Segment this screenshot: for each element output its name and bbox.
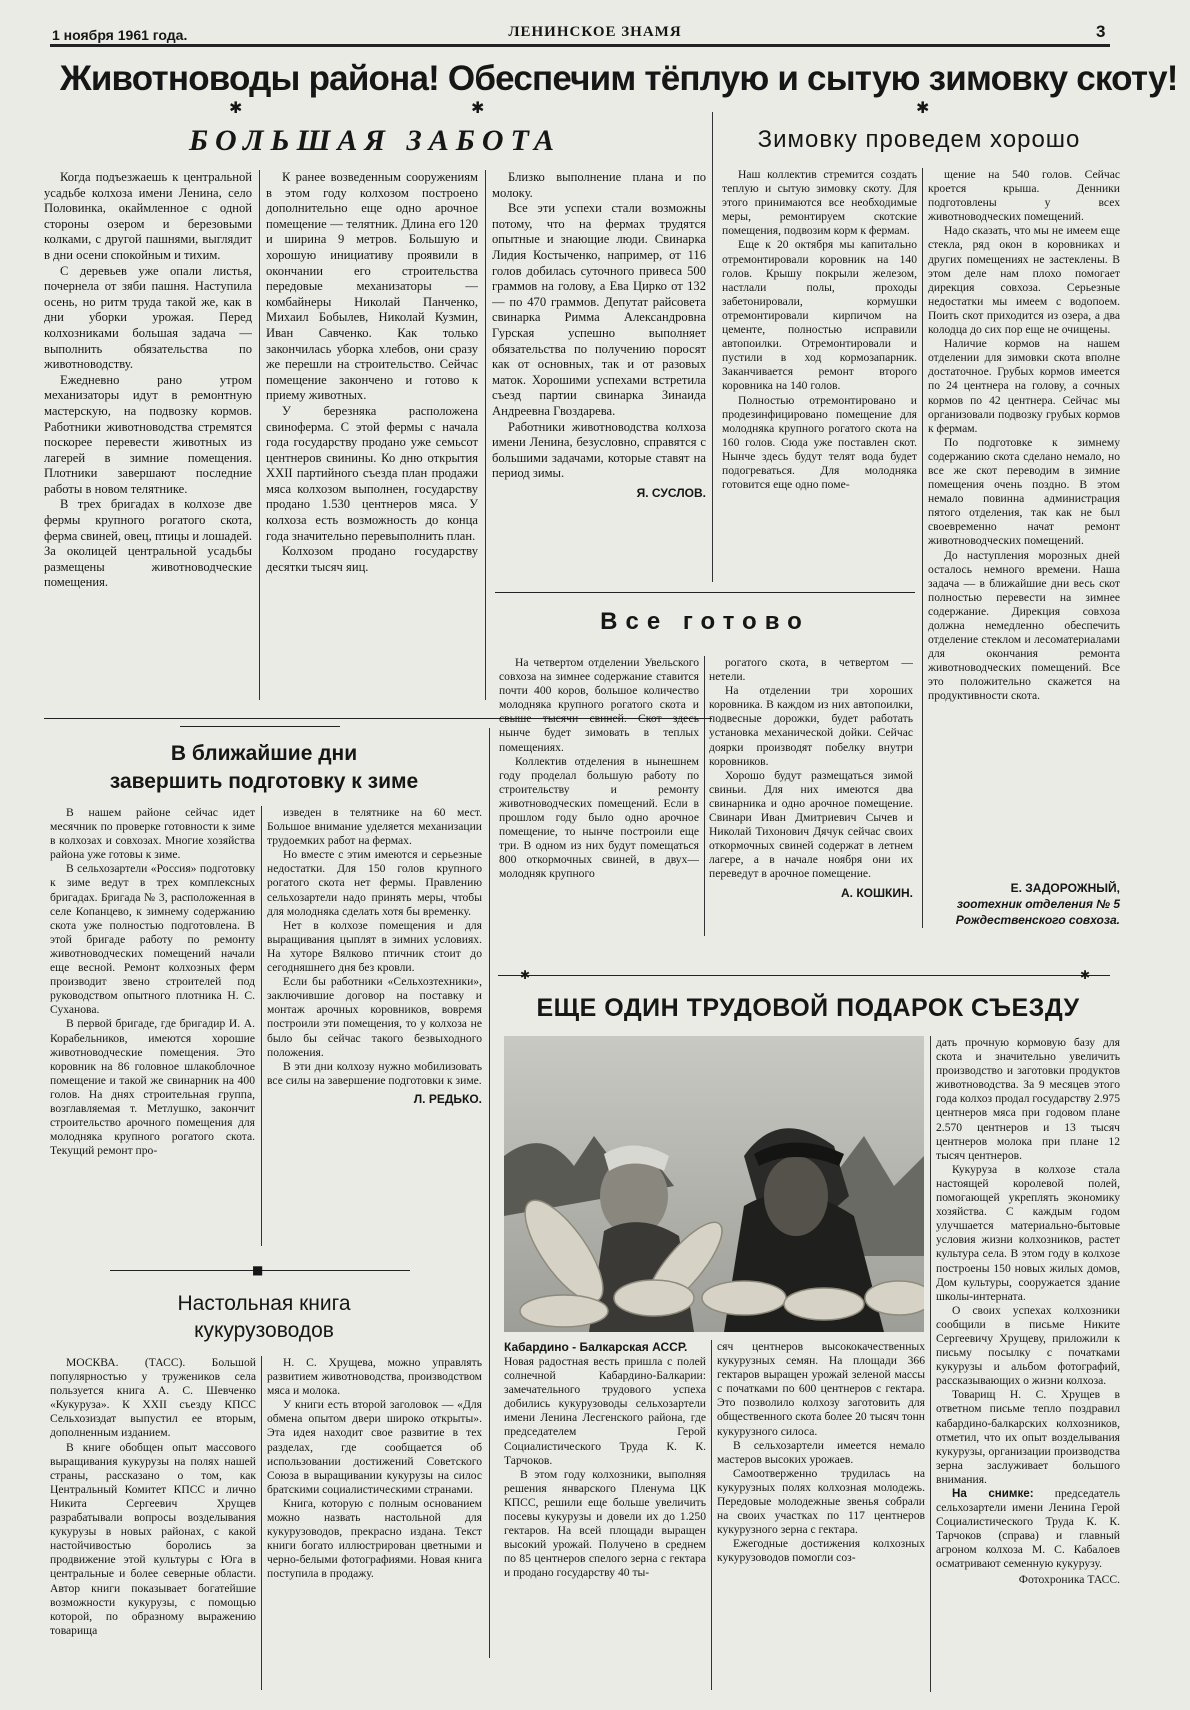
article-column — [50, 1356, 256, 1696]
paragraph: Ежедневно рано утром механизаторы идут в ремонтную мастерскую, на подвозку кормов. Работники животноводства стремятся поскорее перевести животных из лагерей в зимние помещения. Плотники завершают последние работы в новом телятнике. — [44, 372, 252, 496]
author-signature — [928, 880, 1120, 928]
article-title: ЕЩЕ ОДИН ТРУДОВОЙ ПОДАРОК СЪЕЗДУ — [536, 994, 1080, 1022]
photo-illustration — [504, 1036, 924, 1332]
star-icon: ■ — [252, 1263, 264, 1277]
paragraph: Но вместе с этим имеются и серьезные недостатки. Для 150 голов крупного рогатого скота нет фермы. Правлению сельхозартели надо принять меры, чтобы для молодняка сделать хотя бы временку. — [267, 848, 482, 918]
paragraph: До наступления морозных дней осталось немного времени. Наша задача — в ближайшие дни весь скот полностью перевести на зимнее содержание. Дирекция совхоза должна немедленно обеспечить отделение стеклом и лесоматериалами для окончания ремонта животноводческих помещений. Все это положительно скажется на продуктивности скота. — [928, 548, 1120, 703]
column-rule — [922, 168, 923, 928]
paragraph: Близко выполнение плана и по молоку. — [492, 170, 706, 200]
paragraph: Полностью отремонтировано и продезинфицировано помещение для молодняка крупного рогатого скота на 160 голов. Сюда уже поставлен скот. Нынче здесь будут телят вода будет подогреваться. Для молодняка готовится еще одно поме- — [722, 393, 917, 492]
paragraph: Надо сказать, что мы не имеем еще стекла, ряд окон в коровниках и других помещениях не застеклены. В этом деле нам плохо помогает дирекция совхоза. Серьезные недостатки мы имеем с водопоем. Поить скот приходится из озера, а два колодца до сих пор еще не очищены. — [928, 224, 1120, 337]
article-title: Все готово — [600, 608, 810, 635]
section-rule — [712, 112, 713, 582]
newspaper-name: ЛЕНИНСКОЕ ЗНАМЯ — [508, 24, 682, 40]
paragraph: Самоотверженно трудилась на кукурузных полях колхозная молодежь. Передовые молодежные звенья собрали на своих участках по 117 центнеров кукурузного зерна с гектара. — [717, 1466, 925, 1537]
paragraph: Новая радостная весть пришла с полей солнечной Кабардино-Балкарии: замечательного трудового успеха добились кукурузоводы сельхозартели имени Ленина Лесгенского района, где председателем Герой Социалистического Труда К. К. Тарчоков. — [504, 1355, 706, 1467]
article-vse-gotovo — [495, 600, 915, 940]
caption-lead: На снимке: — [952, 1487, 1034, 1500]
article-column — [44, 170, 252, 702]
paragraph: С деревьев уже опали листья, почернела от зяби пашня. Наступила осень, но ритм труда такой же, как в дни уборки урожая. Перед колхозниками большая задача — выполнить обязательства по животноводству. — [44, 263, 252, 372]
paragraph: Наш коллектив стремится создать теплую и сытую зимовку скоту. Для этого принимаются все необходимые меры, ремонтируем скотские помещения, подвозим корм к фермам. — [722, 168, 917, 238]
star-icon: ✱ — [1080, 968, 1091, 982]
article-title-line: завершить подготовку к зиме — [109, 770, 419, 793]
paragraph: В книге обобщен опыт массового выращивания кукурузы на полях нашей страны, рассказано о том, как Центральный Комитет КПСС и лично Никита Сергеевич Хрущев разрабатывали вопросы возделывания кукурузы в новых районах, с какой настойчивостью боролись за продвижение этой культуры с Юга в центральные и более северные области. Автор книги показывает богатейшие возможности кукурузы, с помощью которой, по образному выражению товарища — [50, 1440, 256, 1637]
paragraph: сяч центнеров высококачественных кукурузных семян. На площади 366 гектаров выращен урожай зеленой массы с початками по 600 центнеров с гектара. Это позволило колхозу заготовить для общественного скота более 20 тысяч тонн кукурузного силоса. — [717, 1340, 925, 1438]
paragraph: Ежегодные достижения колхозных кукурузоводов помогли соз- — [717, 1537, 925, 1565]
article-column — [717, 1340, 925, 1698]
star-icon: ✱ — [916, 98, 930, 117]
paragraph: Н. С. Хрущева, можно управлять развитием животноводства, производством мяса и молока. — [267, 1356, 482, 1398]
article-column — [266, 170, 478, 702]
issue-date: 1 ноября 1961 года. — [52, 27, 188, 43]
paragraph: МОСКВА. (ТАСС). Большой популярностью у тружеников села пользуется книга А. С. Шевченко «Кукуруза». К XXII съезду КПСС Сельхозиздат выпустил ее вторым, дополненным изданием. — [50, 1356, 256, 1440]
paragraph: В трех бригадах в колхозе две фермы крупного рогатого скота, ферма свиней, овец, птицы и лошадей. За околицей центральной усадьбы размещены животноводческие помещения. — [44, 497, 252, 590]
masthead-rule — [50, 44, 1110, 47]
photo-caption — [936, 1487, 1120, 1572]
column-rule — [261, 1356, 262, 1690]
author-signature: Я. СУСЛОВ. — [636, 485, 706, 500]
article-nastolnaya-kniga — [44, 1280, 484, 1700]
article-title — [44, 1290, 484, 1344]
paragraph: В этом году колхозники, выполняя решения январского Пленума ЦК КПСС, решили еще больше увеличить посевы кукурузы и довели их до 1.250 гектаров. На всей площади выращен высокий урожай. Получено в среднем по 85 центнеров спелого зерна с гектара и продано государству 40 ты- — [504, 1467, 706, 1580]
article-title-line: Настольная книга — [177, 1292, 351, 1315]
star-icon: ✱ — [229, 98, 243, 117]
paragraph: О своих успехах колхозники сообщили в письме Никите Сергеевичу Хрущеву, приложили к письму посылку с початками кукурузы и альбом фотографий, рассказывающих о жизни колхоза. — [936, 1303, 1120, 1388]
paragraph: В сельхозартели имеется немало мастеров высоких урожаев. — [717, 1438, 925, 1466]
paragraph: Кукуруза в колхозе стала настоящей королевой полей, помогающей укреплять экономику хозяйства. С каждым годом улучшается материально-бытовые условия жизни колхозников, растет культура села. В этом году в колхозе построены 150 новых жилых домов, Дом культуры, сооружается здание школы-интерната. — [936, 1162, 1120, 1303]
paragraph: Наличие кормов на нашем отделении для зимовки скота вполне достаточное. Грубых кормов имеется по 24 центнера на голову, а сочных кормов по 42 центнера. Сейчас мы организовали подвозку грубых кормов к фермам. — [928, 337, 1120, 435]
paragraph: Нет в колхозе помещения и для выращивания цыплят в зимних условиях. На хуторе Вялково птичник стоит до сегодняшнего дня без кровли. — [267, 918, 482, 975]
paragraph: По подготовке к зимнему содержанию скота сделано немало, но все же скот переводим в зимние помещения очень поздно. В этом немало повинна администрация пятого отделения, так как не был своевременно начат ремонт животноводческих помещений. — [928, 435, 1120, 548]
article-column — [50, 806, 255, 1262]
section-rule — [498, 975, 1110, 976]
article-column — [267, 1356, 482, 1696]
paragraph: В нашем районе сейчас идет месячник по проверке готовности к зиме в колхозах и совхозах. Многие хозяйства района уже готовы к зиме. — [50, 806, 255, 862]
author-signature: А. КОШКИН. — [841, 885, 913, 900]
article-title: БОЛЬШАЯ ЗАБОТА — [189, 124, 561, 157]
paragraph: Когда подъезжаешь к центральной усадьбе колхоза имени Ленина, село Половинка, окаймленное с одной стороны озером и березовыми колками, с другой пашнями, выглядит в дни осени спокойным и тихим. — [44, 170, 252, 262]
paragraph: рогатого скота, в четвертом — нетели. — [709, 656, 913, 684]
star-icon: ✱ — [520, 968, 531, 982]
article-column — [709, 656, 913, 942]
article-blizhayshie-dni — [44, 732, 484, 1262]
dateline: Кабардино - Балкарская АССР. — [504, 1340, 688, 1354]
paragraph: Если бы работники «Сельхозтехники», заключившие договор на поставку и монтаж арочных коровников, вовремя построили эти помещения, то у колхоза не было бы сейчас такого безвыходного положения. — [267, 975, 482, 1059]
author-name: Е. ЗАДОРОЖНЫЙ, — [1010, 881, 1120, 895]
section-rule — [180, 726, 340, 727]
star-icon: ✱ — [471, 98, 485, 117]
paragraph: Все эти успехи стали возможны потому, что на фермах трудятся опытные и знающие люди. Свинарка Лидия Костыченко, например, от 116 голов добилась суточного привеса 500 граммов на голову, а Ева Цирко от 132 — по 470 граммов. Депутат райсовета свинарка Римма Александровна Гурская успешно выполняет обязательства по получению поросят как от основных, так и от разовых маток. Хорошими успехами встретила съезд партии свинарка Зинаида Андреевна Гвоздарева. — [492, 201, 706, 418]
paragraph: На четвертом отделении Увельского совхоза на зимнее содержание ставится почти 400 коров, большое количество молодняка крупного рогатого скота и свыше тысячи свиней. Скот здесь нынче будет зимовать в теплых помещениях. — [499, 656, 699, 754]
article-column — [499, 656, 699, 942]
author-signature: Л. РЕДЬКО. — [413, 1091, 482, 1106]
section-rule — [495, 592, 915, 593]
column-rule — [930, 1036, 931, 1692]
paragraph: щение на 540 голов. Сейчас кроется крыша. Денники подготовлены у всех животноводческих помещений. — [928, 168, 1120, 224]
article-column — [928, 168, 1120, 878]
paragraph: Колхозом продано государству десятки тысяч яиц. — [266, 544, 478, 574]
page-number: 3 — [1096, 22, 1106, 41]
paragraph: Товарищ Н. С. Хрущев в ответном письме тепло поздравил кабардино-балкарских колхозников, отметил, что их опыт возделывания кукурузы, организации производства зерна заслуживает большого внимания. — [936, 1388, 1120, 1486]
paragraph: Еще к 20 октября мы капитально отремонтировали коровник на 140 голов. Крышу покрыли железом, настлали полы, проходы забетонировали, кормушки отремонтировали кирпичом на цементе, полностью исправили автопоилки. Отремонтировали и пустили в ход кормозапарник. Заканчивается ремонт второго коровника на 140 голов. — [722, 238, 917, 393]
author-role: Рождественского совхоза. — [955, 913, 1120, 927]
section-rule — [489, 728, 490, 1658]
photo-corn-growers — [504, 1036, 924, 1332]
photo-credit: Фотохроника ТАСС. — [1018, 1572, 1120, 1586]
article-title — [44, 740, 484, 796]
main-headline: Животноводы района! Обеспечим тёплую и сытую зимовку скоту! — [60, 59, 1178, 98]
paragraph: Книга, которую с полным основанием можно назвать настольной для кукурузоводов, прекрасно издана. Текст книги богато иллюстрирован цветными и черно-белыми фотографиями. Новая книга поступила в продажу. — [267, 1496, 482, 1581]
column-rule — [261, 806, 262, 1246]
column-rule — [704, 656, 705, 936]
paragraph: К ранее возведенным сооружениям в этом году колхозом построено дополнительно еще одно арочное помещение — телятник. Длина его 120 и ширина 9 метров. Большую и хорошую инициативу проявили в окончании его строительства передовые механизаторы —комбайнеры Николай Панченко, Михаил Бобылев, Николай Кузмин, Иван Савченко. Как только закончилась уборка хлебов, они сразу же перешли на строительство. Сейчас помещение закончено и готово к приему животных. — [266, 170, 478, 403]
article-title: Зимовку проведем хорошо — [757, 126, 1081, 153]
article-column — [722, 168, 917, 588]
article-title-line: В ближайшие дни — [170, 742, 358, 765]
masthead — [0, 0, 1190, 46]
paragraph: На отделении три хороших коровника. В каждом из них автопоилки, подвесные дорожки, будет работать установка механической дойки. Сейчас доярки производят побелку внутри коровников. — [709, 684, 913, 768]
article-column — [504, 1340, 706, 1698]
paragraph: Работники животноводства колхоза имени Ленина, безусловно, справятся с большими задачами, которые ставят на период зимы. — [492, 419, 706, 481]
paragraph: Коллектив отделения в нынешнем году проделал большую работу по строительству и ремонту животноводческих помещений. Если в прошлом году было одно арочное помещение, то нынче построили еще три. В одном из них будут помещаться 800 откормочных свиней, в двух—молодняк крупного — [499, 754, 699, 881]
author-role: зоотехник отделения № 5 — [956, 897, 1120, 911]
paragraph: В эти дни колхозу нужно мобилизовать все силы на завершение подготовки к зиме. — [267, 1059, 482, 1087]
caption-text: председатель сельхозартели имени Ленина Герой Социалистического Труда К. К. Тарчоков (справа) и главный агроном колхоза М. С. Кабалоев осматривают семенную кукурузу. — [936, 1487, 1120, 1571]
paragraph: Хорошо будут размещаться зимой свиньи. Для них имеются два свинарника и одно арочное помещение. Свинари Иван Дмитриевич Сычев и Николай Тихонович Дячук сейчас своих откормочных свиней содержат в летнем лагере, а в начале ноября они их переведут в арочное помещение. — [709, 768, 913, 881]
paragraph: В сельхозартели «Россия» подготовку к зиме ведут в трех комплексных бригадах. Бригада № 3, расположенная в селе Копанцево, к зимнему содержанию скота уже полностью подготовлена. В этой бригаде работу по ремонту животноводческих помещений начали еще весной. Ремонт колхозных ферм производит звено строителей под руководством опытного плотника Н. С. Суханова. — [50, 862, 255, 1017]
article-column — [267, 806, 482, 1262]
column-rule — [711, 1340, 712, 1690]
article-column — [936, 1036, 1120, 1700]
paragraph: У книги есть второй заголовок — «Для обмена опытом двери широко открыты». Эта идея находит свое развитие в тех разделах, где сообщается об использовании достижений Советского Союза в выращивании кукурузы на силос братскими социалистическими странами. — [267, 1398, 482, 1496]
column-rule — [485, 170, 486, 700]
article-trudovoy-podarok — [496, 982, 1120, 1700]
paragraph: У березняка расположена свиноферма. С этой фермы с начала года государству продано уже семьсот центнеров свинины. Ко дню открытия XXII партийного съезда план продажи мяса колхозом выполнен, государству продано 1.530 центнеров мяса. У колхоза есть возможность до конца года значительно перевыполнить план. — [266, 403, 478, 543]
paragraph: дать прочную кормовую базу для скота и значительно увеличить производство и заготовки продуктов животноводства. За 9 месяцев этого года колхоз продал государству 2.975 центнеров мяса при годовом плане 2.570 центнеров и 13 тысяч центнеров молока при плане 12 тысяч центнеров. — [936, 1036, 1120, 1162]
column-rule — [259, 170, 260, 700]
paragraph: В первой бригаде, где бригадир И. А. Корабельников, имеются хорошие животноводческие помещения. Это коровник на 86 головное шлакоблочное помещение и такой же свинарник на 400 голов. На днях строительная группа, возглавляемая т. Метлушко, закончит строительство арочного помещения для молодняка крупного рогатого скота. Текущий ремонт про- — [50, 1017, 255, 1158]
paragraph: изведен в телятнике на 60 мест. Большое внимание уделяется механизации трудоемких работ на фермах. — [267, 806, 482, 848]
article-title-line: кукурузоводов — [194, 1319, 334, 1342]
